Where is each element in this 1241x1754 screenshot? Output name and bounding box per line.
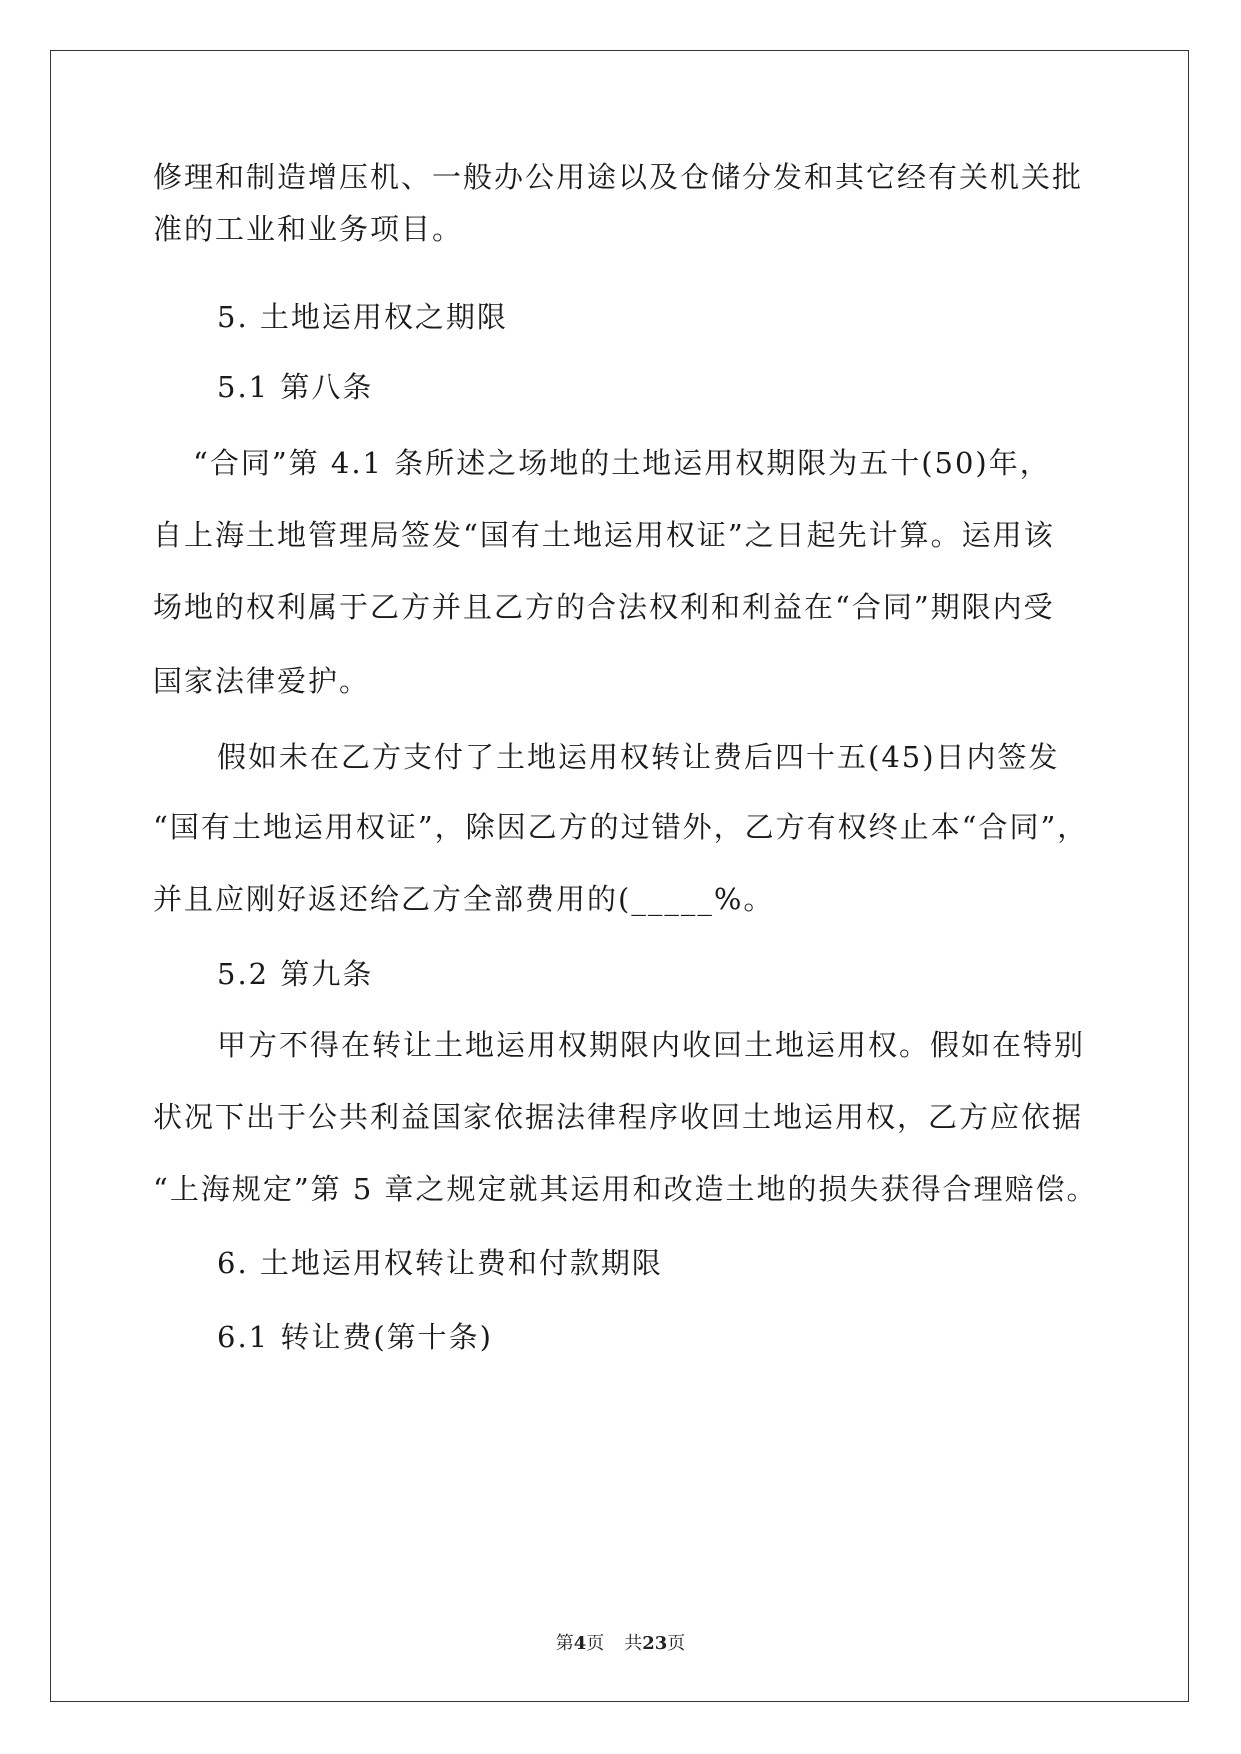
paragraph-line: 国家法律爱护。 [153,664,371,698]
paragraph-line: 甲方不得在转让土地运用权期限内收回土地运用权。假如在特别 [217,1028,1086,1062]
article-heading: 5.2 第九条 [217,957,374,991]
paragraph-line: 修理和制造增压机、一般办公用途以及仓储分发和其它经有关机关批 [153,160,1084,194]
article-heading: 6.1 转让费(第十条) [217,1320,493,1354]
footer-total-suffix: 页 [667,1633,686,1654]
footer-total-prefix: 共 [624,1633,643,1654]
page-footer [0,1629,1241,1655]
paragraph-line: 自上海土地管理局签发“国有土地运用权证”之日起先计算。运用该 [153,518,1055,552]
paragraph-line: “上海规定”第 5 章之规定就其运用和改造土地的损失获得合理赔偿。 [153,1172,1098,1206]
paragraph-line: 场地的权利属于乙方并且乙方的合法权利和利益在“合同”期限内受 [153,590,1055,624]
footer-page-number: 4 [573,1633,587,1654]
page-border [50,50,1189,1702]
footer-page-prefix: 第 [555,1633,574,1654]
paragraph-line: “合同”第 4.1 条所述之场地的土地运用权期限为五十(50)年， [193,446,1051,480]
section-heading: 6. 土地运用权转让费和付款期限 [217,1246,663,1280]
paragraph-line: 并且应刚好返还给乙方全部费用的(_____%。 [153,882,775,916]
footer-page-suffix: 页 [586,1633,605,1654]
section-heading: 5. 土地运用权之期限 [217,300,508,334]
footer-total-pages: 23 [642,1633,668,1654]
article-heading: 5.1 第八条 [217,370,374,404]
paragraph-line: 准的工业和业务项目。 [153,212,464,246]
paragraph-line: “国有土地运用权证”，除因乙方的过错外，乙方有权终止本“合同”， [153,810,1089,844]
paragraph-line: 假如未在乙方支付了土地运用权转让费后四十五(45)日内签发 [217,740,1060,774]
paragraph-line: 状况下出于公共利益国家依据法律程序收回土地运用权，乙方应依据 [153,1100,1084,1134]
